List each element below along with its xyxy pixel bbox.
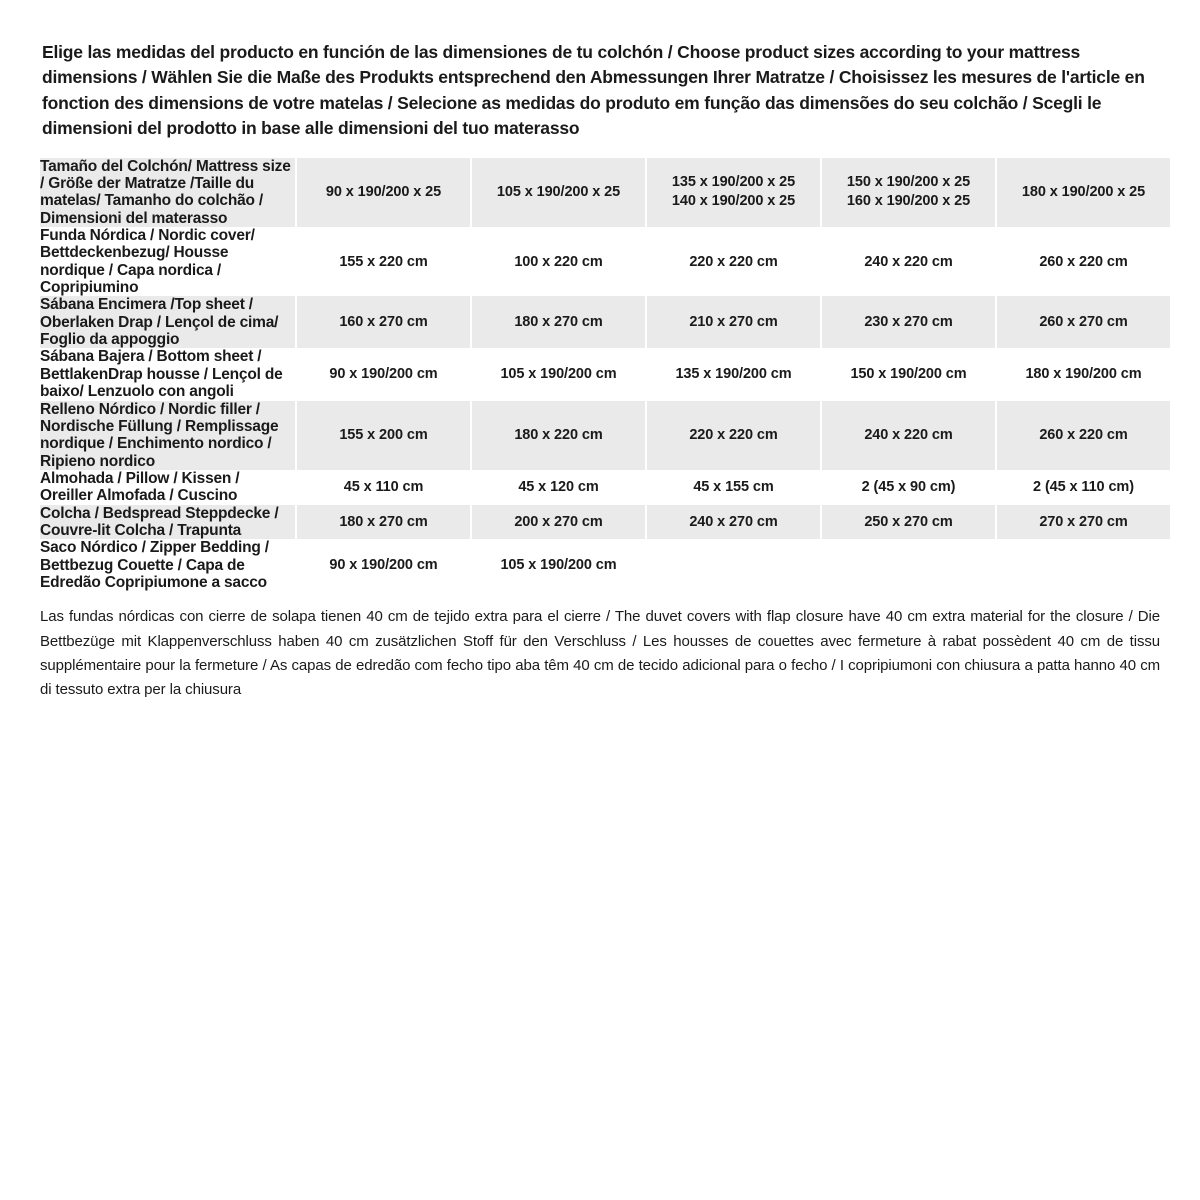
row-value: 90 x 190/200 cm	[296, 348, 471, 400]
table-body	[40, 158, 1170, 592]
row-value: 240 x 220 cm	[821, 227, 996, 296]
header-col-4-line-2: 160 x 190/200 x 25	[846, 193, 971, 210]
row-value: 45 x 110 cm	[296, 470, 471, 505]
row-value	[821, 539, 996, 591]
row-value: 220 x 220 cm	[646, 401, 821, 470]
row-value: 155 x 220 cm	[296, 227, 471, 296]
row-value	[646, 539, 821, 591]
row-label: Colcha / Bedspread Steppdecke / Couvre-lit Colcha / Trapunta	[40, 505, 296, 540]
table-row	[40, 470, 1170, 505]
intro-text: Elige las medidas del producto en función de las dimensiones de tu colchón / Choose product sizes according to your mattress dimensions / Wählen Sie die Maße des Produkts entsprechend den Abmessungen Ihrer Matratze / Choisissez les mesures de l'article en fonction des dimensions de votre matelas / Selecione as medidas do produto em função das dimensões do seu colchão / Scegli le dimensioni del prodotto in base alle dimensioni del tuo materasso	[42, 42, 1145, 139]
row-value: 260 x 220 cm	[996, 401, 1170, 470]
footnote-text: Las fundas nórdicas con cierre de solapa tienen 40 cm de tejido extra para el cierre / The duvet covers with flap closure have 40 cm extra material for the closure / Die Bettbezüge mit Klappenverschluss haben 40 cm zusätzlichen Stoff für den Verschluss / Les housses de couettes avec fermeture à rabat possèdent 40 cm de tissu supplémentaire pour la fermeture / As capas de edredão com fecho tipo aba têm 40 cm de tecido adicional para o fecho / I copripiumoni con chiusura a patta hanno 40 cm di tessuto extra per la chiusura	[40, 608, 1160, 699]
row-value: 240 x 270 cm	[646, 505, 821, 540]
row-value: 240 x 220 cm	[821, 401, 996, 470]
row-value: 260 x 270 cm	[996, 296, 1170, 348]
table-header-row	[40, 158, 1170, 227]
row-label: Almohada / Pillow / Kissen / Oreiller Almofada / Cuscino	[40, 470, 296, 505]
size-guide-table	[40, 158, 1170, 592]
row-value: 210 x 270 cm	[646, 296, 821, 348]
header-col-3	[646, 158, 821, 227]
row-value	[996, 539, 1170, 591]
row-value: 220 x 220 cm	[646, 227, 821, 296]
row-value: 160 x 270 cm	[296, 296, 471, 348]
table-row	[40, 539, 1170, 591]
row-value: 2 (45 x 110 cm)	[996, 470, 1170, 505]
header-label-cell: Tamaño del Colchón/ Mattress size / Größe der Matratze /Taille du matelas/ Tamanho do colchão / Dimensioni del materasso	[40, 158, 296, 227]
row-value: 180 x 270 cm	[296, 505, 471, 540]
table-row	[40, 401, 1170, 470]
row-value: 45 x 120 cm	[471, 470, 646, 505]
header-col-1-line-1: 90 x 190/200 x 25	[325, 183, 442, 200]
row-value: 2 (45 x 90 cm)	[821, 470, 996, 505]
header-col-5	[996, 158, 1170, 227]
row-value: 200 x 270 cm	[471, 505, 646, 540]
row-label: Sábana Bajera / Bottom sheet / BettlakenDrap housse / Lençol de baixo/ Lenzuolo con angoli	[40, 348, 296, 400]
row-value: 270 x 270 cm	[996, 505, 1170, 540]
row-value: 45 x 155 cm	[646, 470, 821, 505]
table-row	[40, 227, 1170, 296]
row-label: Saco Nórdico / Zipper Bedding / Bettbezug Couette / Capa de Edredão Copripiumone a sacco	[40, 539, 296, 591]
row-value: 100 x 220 cm	[471, 227, 646, 296]
row-label: Funda Nórdica / Nordic cover/ Bettdeckenbezug/ Housse nordique / Capa nordica / Copripiumino	[40, 227, 296, 296]
table-row	[40, 348, 1170, 400]
table-row	[40, 505, 1170, 540]
row-value: 180 x 190/200 cm	[996, 348, 1170, 400]
row-value: 260 x 220 cm	[996, 227, 1170, 296]
row-value: 230 x 270 cm	[821, 296, 996, 348]
row-label: Sábana Encimera /Top sheet / Oberlaken Drap / Lençol de cima/ Foglio da appoggio	[40, 296, 296, 348]
header-col-4	[821, 158, 996, 227]
header-col-5-line-1: 180 x 190/200 x 25	[1021, 183, 1146, 200]
header-col-3-line-1: 135 x 190/200 x 25	[671, 174, 796, 191]
row-value: 105 x 190/200 cm	[471, 348, 646, 400]
table-row	[40, 296, 1170, 348]
row-value: 155 x 200 cm	[296, 401, 471, 470]
row-value: 180 x 220 cm	[471, 401, 646, 470]
row-value: 135 x 190/200 cm	[646, 348, 821, 400]
row-value: 90 x 190/200 cm	[296, 539, 471, 591]
row-value: 150 x 190/200 cm	[821, 348, 996, 400]
row-value: 250 x 270 cm	[821, 505, 996, 540]
header-col-3-line-2: 140 x 190/200 x 25	[671, 193, 796, 210]
header-col-2	[471, 158, 646, 227]
row-value: 180 x 270 cm	[471, 296, 646, 348]
header-col-2-line-1: 105 x 190/200 x 25	[496, 183, 621, 200]
row-value: 105 x 190/200 cm	[471, 539, 646, 591]
header-col-4-line-1: 150 x 190/200 x 25	[846, 174, 971, 191]
row-label: Relleno Nórdico / Nordic filler / Nordische Füllung / Remplissage nordique / Enchimento nordico / Ripieno nordico	[40, 401, 296, 470]
header-col-1	[296, 158, 471, 227]
